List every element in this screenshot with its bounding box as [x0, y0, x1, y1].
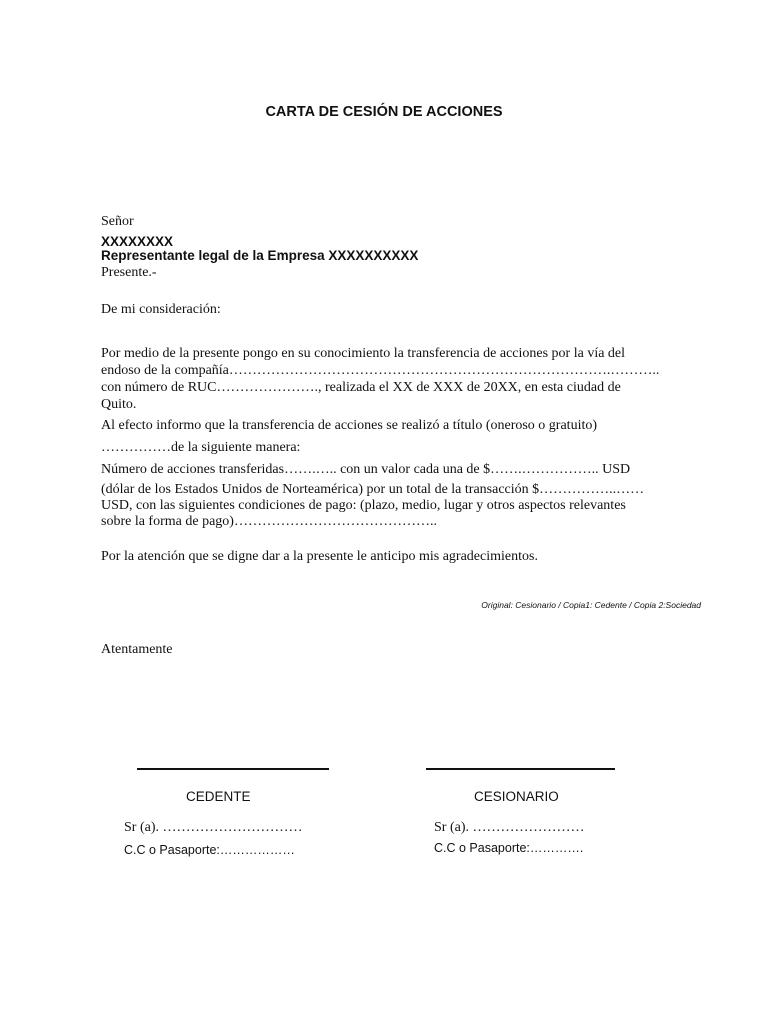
- paragraph2-line1: Al efecto informo que la transferencia de acciones se realizó a título (oneroso o gratuito): [101, 418, 598, 433]
- greeting: De mi consideración:: [101, 302, 221, 317]
- cedente-id-line: C.C o Pasaporte:………………: [124, 843, 295, 857]
- cesionario-signature-line: [426, 768, 615, 770]
- cesionario-name-line: Sr (a). ……………………: [434, 820, 585, 835]
- recipient-role: Representante legal de la Empresa XXXXXXXXXX: [101, 248, 419, 263]
- paragraph3-line1: Número de acciones transferidas…….….. con un valor cada una de $…….…………….. USD: [101, 462, 631, 477]
- paragraph1-line3: con número de RUC…………………., realizada el XX de XXX de 20XX, en esta ciudad de: [101, 380, 621, 395]
- cesionario-label: CESIONARIO: [474, 789, 559, 804]
- paragraph2-line2: ……………de la siguiente manera:: [101, 440, 301, 455]
- sign-off: Atentamente: [101, 642, 173, 657]
- paragraph3-line2: (dólar de los Estados Unidos de Norteamérica) por un total de la transacción $……………..……: [101, 482, 645, 497]
- copies-note: Original: Cesionario / Copia1: Cedente / Copia 2:Sociedad: [481, 600, 701, 610]
- document-title: CARTA DE CESIÓN DE ACCIONES: [265, 104, 503, 120]
- paragraph1-line1: Por medio de la presente pongo en su conocimiento la transferencia de acciones por la vía del: [101, 346, 626, 361]
- cesionario-id-line: C.C o Pasaporte:………….: [434, 841, 584, 855]
- presente-line: Presente.-: [101, 265, 157, 280]
- cedente-signature-line: [137, 768, 329, 770]
- cedente-name-line: Sr (a). …………………………: [124, 820, 303, 835]
- paragraph1-line2: endoso de la compañía……………………………………………………………………….………..: [101, 363, 660, 378]
- paragraph1-line4: Quito.: [101, 397, 137, 412]
- paragraph3-line4: sobre la forma de pago)……………………………………..: [101, 514, 437, 529]
- closing-sentence: Por la atención que se digne dar a la presente le anticipo mis agradecimientos.: [101, 549, 538, 564]
- cedente-label: CEDENTE: [186, 789, 251, 804]
- recipient-name: XXXXXXXX: [101, 234, 174, 249]
- salutation: Señor: [101, 214, 134, 229]
- paragraph3-line3: USD, con las siguientes condiciones de pago: (plazo, medio, lugar y otros aspectos relevantes: [101, 498, 626, 513]
